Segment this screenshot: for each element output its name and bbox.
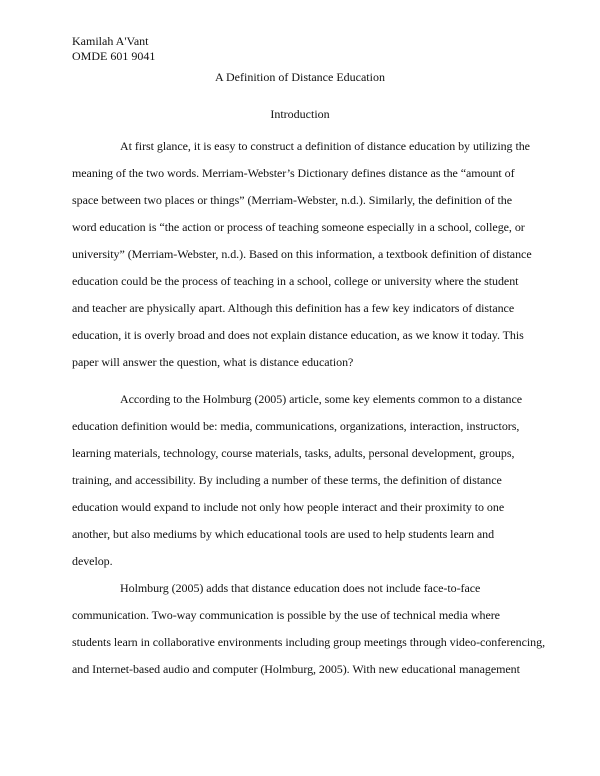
paragraph-line: and teacher are physically apart. Although this definition has a few key indicators of distance — [72, 301, 515, 315]
paragraph-line: meaning of the two words. Merriam-Webster’s Dictionary defines distance as the “amount of — [72, 166, 515, 180]
paragraph-line: another, but also mediums by which educational tools are used to help students learn and — [72, 527, 495, 541]
paragraph-line: space between two places or things” (Merriam-Webster, n.d.). Similarly, the definition of the — [72, 193, 512, 207]
section-heading: Introduction — [270, 107, 330, 121]
paragraph-line: education definition would be: media, communications, organizations, interaction, instructors, — [72, 419, 520, 433]
paragraph-line: students learn in collaborative environments including group meetings through video-conferencing, — [72, 635, 546, 649]
paragraph-line: word education is “the action or process of teaching someone especially in a school, college, or — [72, 220, 525, 234]
paragraph-line: learning materials, technology, course materials, tasks, adults, personal development, groups, — [72, 446, 515, 460]
paragraph-line: university” (Merriam-Webster, n.d.). Based on this information, a textbook definition of distance — [72, 247, 532, 261]
page-title: A Definition of Distance Education — [215, 70, 385, 84]
paragraph-line: develop. — [72, 554, 113, 568]
author-name: Kamilah A'Vant — [72, 34, 149, 48]
paragraph-line: paper will answer the question, what is distance education? — [72, 355, 354, 369]
paragraph-line: training, and accessibility. By including a number of these terms, the definition of distance — [72, 473, 502, 487]
paragraph-line: and Internet-based audio and computer (Holmburg, 2005). With new educational management — [72, 662, 520, 676]
paragraph-line: communication. Two-way communication is possible by the use of technical media where — [72, 608, 500, 622]
course-code: OMDE 601 9041 — [72, 49, 156, 63]
paragraph-line: At first glance, it is easy to construct a definition of distance education by utilizing the — [120, 139, 530, 153]
paragraph-line: education, it is overly broad and does not explain distance education, as we know it today. This — [72, 328, 524, 342]
paragraph-line: According to the Holmburg (2005) article, some key elements common to a distance — [120, 392, 523, 406]
paragraph-line: Holmburg (2005) adds that distance education does not include face-to-face — [120, 581, 481, 595]
paragraph-line: education could be the process of teaching in a school, college or university where the student — [72, 274, 519, 288]
paragraph-line: education would expand to include not only how people interact and their proximity to one — [72, 500, 505, 514]
